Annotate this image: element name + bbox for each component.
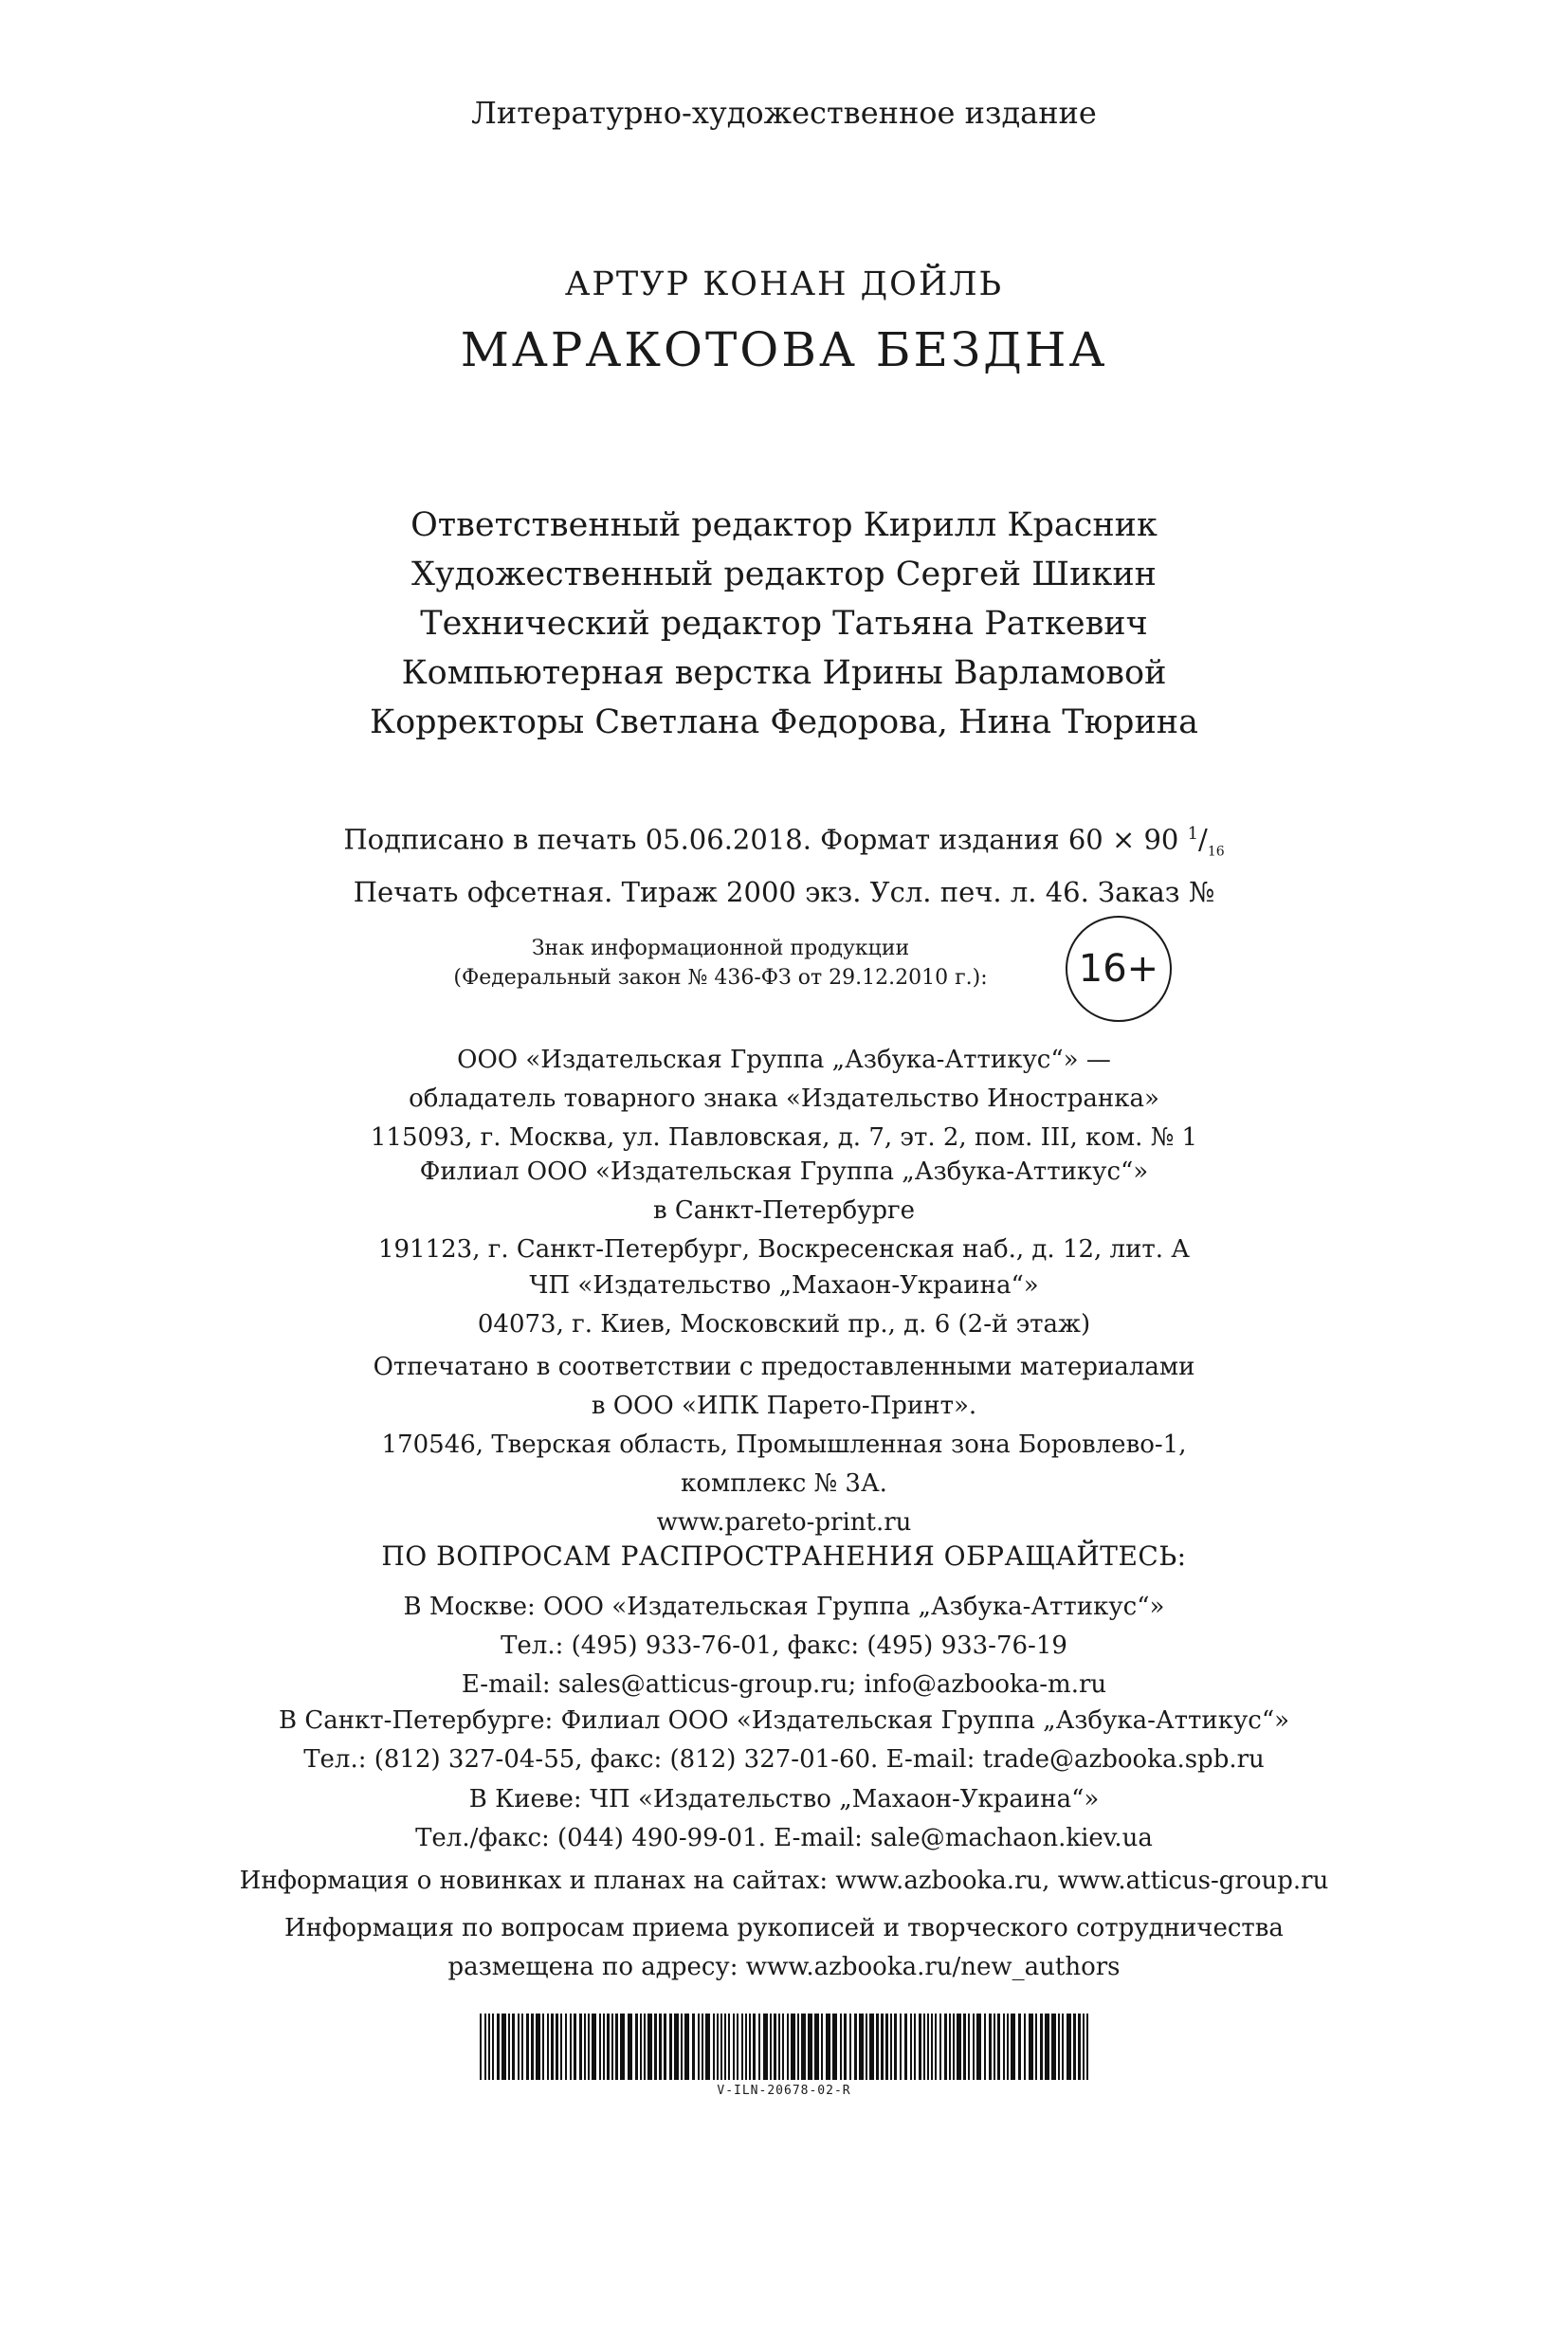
barcode-bar	[717, 2014, 719, 2080]
barcode-bar	[984, 2014, 986, 2080]
websites-info: Информация о новинках и планах на сайтах: www.azbooka.ru, www.atticus-group.ru	[239, 1867, 1329, 1895]
barcode-bar	[647, 2014, 652, 2080]
barcode-bar	[900, 2014, 902, 2080]
printing-block	[0, 1348, 1568, 1542]
barcode-bar	[821, 2014, 823, 2080]
barcode-bar	[1040, 2014, 1043, 2080]
barcode-bar	[737, 2014, 738, 2080]
barcode-bar	[635, 2014, 638, 2080]
barcode-bar	[931, 2014, 933, 2080]
barcode-bar	[994, 2014, 995, 2080]
barcode-bar	[826, 2014, 830, 2080]
barcode-bar	[733, 2014, 735, 2080]
barcode-bar	[526, 2014, 529, 2080]
publisher-line: обладатель товарного знака «Издательство Иностранка»	[409, 1084, 1159, 1113]
barcode-bar	[866, 2014, 867, 2080]
barcode-bar	[797, 2014, 799, 2080]
book-author: АРТУР КОНАН ДОЙЛЬ	[564, 265, 1004, 303]
credit-line: Корректоры Светлана Федорова, Нина Тюрина	[370, 703, 1198, 741]
barcode-bar	[584, 2014, 586, 2080]
publisher-line: 115093, г. Москва, ул. Павловская, д. 7, эт. 2, пом. III, ком. № 1	[370, 1123, 1198, 1152]
barcode-bar	[949, 2014, 951, 2080]
sign-label: Знак информационной продукции	[531, 937, 910, 960]
publisher-block	[0, 1041, 1568, 1157]
barcode-bar	[521, 2014, 523, 2080]
barcode-bar	[923, 2014, 925, 2080]
barcode-bar	[508, 2014, 510, 2080]
distribution-kiev	[0, 1780, 1568, 1858]
barcode-bar	[681, 2014, 683, 2080]
barcode-bar	[720, 2014, 722, 2080]
info-product-sign-text	[398, 934, 1043, 993]
barcode-bar	[973, 2014, 975, 2080]
barcode-bar	[944, 2014, 947, 2080]
barcode-bar	[840, 2014, 842, 2080]
genre-label: Литературно-художественное издание	[471, 95, 1097, 131]
barcode-bar	[698, 2014, 700, 2080]
barcode-bar	[588, 2014, 590, 2080]
barcode-bar	[935, 2014, 937, 2080]
barcode-bar	[551, 2014, 554, 2080]
barcode-bar	[976, 2014, 981, 2080]
barcode-bar	[669, 2014, 672, 2080]
barcode-bar	[814, 2014, 819, 2080]
credits-block	[0, 501, 1568, 747]
barcode-bar	[512, 2014, 515, 2080]
barcode-bar	[1058, 2014, 1060, 2080]
printing-line: 170546, Тверская область, Промышленная зона Боровлево-1,	[381, 1431, 1187, 1459]
barcode-bar	[745, 2014, 747, 2080]
barcode-number: V-ILN-20678-02-R	[717, 2084, 851, 2098]
barcode-bar	[547, 2014, 549, 2080]
barcode-bar	[531, 2014, 534, 2080]
barcode-bar	[885, 2014, 888, 2080]
barcode-bar	[1011, 2014, 1015, 2080]
barcode-bar	[881, 2014, 884, 2080]
barcode-bar	[1073, 2014, 1076, 2080]
barcode-bar	[713, 2014, 715, 2080]
barcode-bar	[570, 2014, 572, 2080]
barcode-bar	[741, 2014, 743, 2080]
branch-spb-line: 191123, г. Санкт-Петербург, Воскресенская наб., д. 12, лит. А	[377, 1235, 1191, 1264]
distribution-line: Тел.: (812) 327-04-55, факс: (812) 327-01-60. E-mail: trade@azbooka.spb.ru	[303, 1745, 1265, 1774]
barcode-bar	[904, 2014, 907, 2080]
barcode-bar	[859, 2014, 864, 2080]
barcode-bar	[919, 2014, 921, 2080]
printing-line: www.pareto-print.ru	[656, 1508, 912, 1537]
book-title: МАРАКОТОВА БЕЗДНА	[460, 322, 1108, 377]
barcode-bar	[1029, 2014, 1033, 2080]
distribution-moscow	[0, 1588, 1568, 1704]
barcode-bar	[579, 2014, 582, 2080]
barcode-bar	[628, 2014, 632, 2080]
barcode-bar	[758, 2014, 760, 2080]
distribution-line: В Санкт-Петербурге: Филиал ООО «Издательская Группа „Азбука-Аттикус“»	[278, 1706, 1290, 1735]
barcode-bar	[876, 2014, 879, 2080]
barcode-bar	[774, 2014, 776, 2080]
barcode-bar	[1003, 2014, 1005, 2080]
manuscripts-line: Информация по вопросам приема рукописей и творческого сотрудничества	[284, 1914, 1284, 1942]
barcode-bar	[791, 2014, 795, 2080]
barcode-bar	[914, 2014, 916, 2080]
barcode-bar	[488, 2014, 490, 2080]
distribution-heading: ПО ВОПРОСАМ РАСПРОСТРАНЕНИЯ ОБРАЩАЙТЕСЬ:	[381, 1540, 1187, 1572]
distribution-line: Тел./факс: (044) 490-99-01. E-mail: sale@machaon.kiev.ua	[415, 1824, 1153, 1852]
barcode-bar	[749, 2014, 751, 2080]
barcode-bar	[603, 2014, 605, 2080]
barcode-bar	[963, 2014, 966, 2080]
barcode	[476, 2014, 1092, 2098]
barcode-bar	[480, 2014, 482, 2080]
credit-line: Компьютерная верстка Ирины Варламовой	[401, 654, 1167, 692]
barcode-bar	[1067, 2014, 1071, 2080]
barcode-bar	[556, 2014, 558, 2080]
barcode-bar	[497, 2014, 500, 2080]
publisher-line: ООО «Издательская Группа „Азбука-Аттикус“» —	[457, 1046, 1111, 1074]
credit-line: Технический редактор Татьяна Раткевич	[420, 605, 1148, 643]
barcode-bar	[536, 2014, 540, 2080]
barcode-bar	[927, 2014, 929, 2080]
barcode-bar	[844, 2014, 847, 2080]
barcode-bar	[778, 2014, 780, 2080]
barcode-bar	[611, 2014, 613, 2080]
barcode-bar	[501, 2014, 506, 2080]
distribution-line: В Москве: ООО «Издательская Группа „Азбука-Аттикус“»	[403, 1593, 1165, 1621]
barcode-bar	[705, 2014, 710, 2080]
barcode-bar	[939, 2014, 941, 2080]
barcode-bar	[599, 2014, 601, 2080]
age-rating-badge: 16+	[1066, 916, 1172, 1022]
barcode-bar	[801, 2014, 806, 2080]
credit-line: Ответственный редактор Кирилл Красник	[410, 506, 1158, 544]
barcode-bar	[674, 2014, 679, 2080]
barcode-bar	[615, 2014, 618, 2080]
barcode-bar	[763, 2014, 768, 2080]
format-fraction-numerator: 1	[1187, 824, 1199, 844]
barcode-bar	[1007, 2014, 1009, 2080]
print-info	[0, 813, 1568, 913]
barcode-bar	[869, 2014, 874, 2080]
barcode-bar	[997, 2014, 1000, 2080]
barcode-bar	[664, 2014, 666, 2080]
barcode-bar	[620, 2014, 625, 2080]
barcode-bar	[832, 2014, 837, 2080]
barcode-bar	[728, 2014, 730, 2080]
branch-kiev-block	[0, 1267, 1568, 1344]
barcode-bar	[753, 2014, 756, 2080]
manuscripts-line: размещена по адресу: www.azbooka.ru/new_authors	[447, 1953, 1121, 1981]
barcode-bar	[782, 2014, 784, 2080]
barcode-bar	[484, 2014, 486, 2080]
printing-line: Отпечатано в соответствии с предоставленными материалами	[373, 1353, 1195, 1381]
barcode-bar	[957, 2014, 961, 2080]
barcode-bar	[542, 2014, 544, 2080]
barcode-bar	[1051, 2014, 1056, 2080]
barcode-bar	[910, 2014, 912, 2080]
barcode-bar	[644, 2014, 646, 2080]
credit-line: Художественный редактор Сергей Шикин	[411, 556, 1157, 593]
branch-spb-block	[0, 1153, 1568, 1269]
sign-law: (Федеральный закон № 436-ФЗ от 29.12.2010 г.):	[453, 966, 988, 990]
barcode-bar	[968, 2014, 970, 2080]
branch-spb-line: в Санкт-Петербурге	[652, 1196, 916, 1225]
barcode-bar	[1045, 2014, 1049, 2080]
print-line: Подписано в печать 05.06.2018. Формат издания 60 × 90 $^1/_{16}$	[343, 823, 1225, 860]
barcode-bar	[1083, 2014, 1085, 2080]
barcode-bar	[894, 2014, 897, 2080]
barcode-bar	[1024, 2014, 1026, 2080]
barcode-bar	[849, 2014, 851, 2080]
barcode-bar	[953, 2014, 955, 2080]
branch-kiev-line: ЧП «Издательство „Махаон-Украина“»	[529, 1271, 1039, 1300]
printing-line: в ООО «ИПК Парето-Принт».	[591, 1392, 977, 1420]
barcode-bar	[560, 2014, 562, 2080]
barcode-bar	[770, 2014, 772, 2080]
distribution-line: Тел.: (495) 933-76-01, факс: (495) 933-76-19	[501, 1631, 1067, 1660]
barcode-bar	[592, 2014, 596, 2080]
barcode-bar	[659, 2014, 662, 2080]
barcode-bar	[607, 2014, 610, 2080]
barcode-bar	[702, 2014, 703, 2080]
distribution-line: E-mail: sales@atticus-group.ru; info@azbooka-m.ru	[461, 1670, 1107, 1699]
barcode-bar	[1062, 2014, 1064, 2080]
barcode-bar	[1078, 2014, 1081, 2080]
barcode-bar	[787, 2014, 789, 2080]
barcode-bar	[808, 2014, 812, 2080]
barcode-bar	[1035, 2014, 1037, 2080]
barcode-bar	[890, 2014, 892, 2080]
barcode-bar	[684, 2014, 689, 2080]
print-line: Печать офсетная. Тираж 2000 экз. Усл. печ. л. 46. Заказ №	[353, 876, 1215, 909]
barcode-bar	[989, 2014, 992, 2080]
barcode-bar	[1086, 2014, 1088, 2080]
barcode-bar	[654, 2014, 657, 2080]
print-format: Подписано в печать 05.06.2018. Формат издания 60 × 90	[343, 823, 1179, 856]
branch-kiev-line: 04073, г. Киев, Московский пр., д. 6 (2-й этаж)	[477, 1310, 1091, 1339]
barcode-bar	[1018, 2014, 1021, 2080]
barcode-bar	[565, 2014, 567, 2080]
barcode-bar	[574, 2014, 576, 2080]
distribution-spb	[0, 1702, 1568, 1779]
barcode-bar	[692, 2014, 695, 2080]
distribution-line: В Киеве: ЧП «Издательство „Махаон-Украина“»	[468, 1785, 1100, 1813]
barcode-bar	[724, 2014, 726, 2080]
barcode-bar	[492, 2014, 494, 2080]
barcode-bar	[640, 2014, 642, 2080]
format-fraction-denominator: 16	[1207, 844, 1225, 860]
branch-spb-line: Филиал ООО «Издательская Группа „Азбука-Аттикус“»	[419, 1157, 1149, 1186]
printing-line: комплекс № 3А.	[681, 1469, 887, 1498]
manuscripts-info	[0, 1909, 1568, 1987]
barcode-bar	[854, 2014, 857, 2080]
barcode-bar	[518, 2014, 520, 2080]
barcode-icon	[476, 2014, 1092, 2080]
